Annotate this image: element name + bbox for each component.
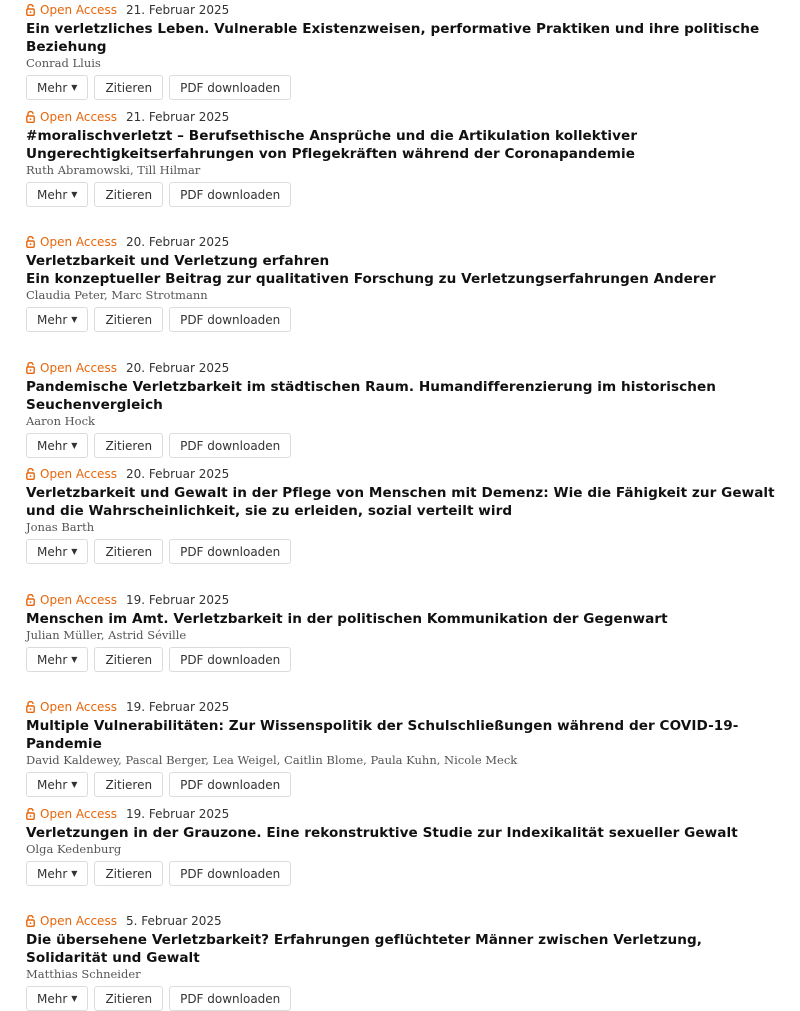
article-title[interactable]: Die übersehene Verletzbarkeit? Erfahrungen geflüchteter Männer zwischen Verletzung, Solidarität und Gewalt <box>26 932 703 966</box>
more-dropdown-button[interactable] <box>26 772 88 797</box>
article-actions <box>26 433 776 458</box>
more-label: Mehr <box>37 652 68 667</box>
open-access-label: Open Access <box>40 361 117 375</box>
article-authors: Olga Kedenburg <box>26 842 122 856</box>
pdf-download-button[interactable]: PDF downloaden <box>169 539 291 564</box>
article-item <box>26 807 776 886</box>
open-lock-icon <box>26 468 35 480</box>
article-authors: Jonas Barth <box>26 520 95 534</box>
more-dropdown-button[interactable] <box>26 986 88 1011</box>
article-actions <box>26 772 776 797</box>
article-item <box>26 700 776 797</box>
open-access-label: Open Access <box>40 3 117 17</box>
article-title[interactable]: Pandemische Verletzbarkeit im städtischen Raum. Humandifferenzierung im historischen Seuchenvergleich <box>26 379 716 413</box>
article-authors: Claudia Peter, Marc Strotmann <box>26 288 208 302</box>
more-dropdown-button[interactable] <box>26 307 88 332</box>
open-access-badge <box>26 361 117 375</box>
article-item <box>26 914 776 1011</box>
more-label: Mehr <box>37 80 68 95</box>
more-label: Mehr <box>37 544 68 559</box>
caret-down-icon: ▼ <box>71 994 78 1003</box>
more-dropdown-button[interactable] <box>26 182 88 207</box>
cite-button[interactable]: Zitieren <box>94 75 163 100</box>
publication-date: 20. Februar 2025 <box>125 467 230 481</box>
open-lock-icon <box>26 111 35 123</box>
article-actions <box>26 75 776 100</box>
open-access-badge <box>26 914 117 928</box>
open-access-label: Open Access <box>40 807 117 821</box>
article-authors: David Kaldewey, Pascal Berger, Lea Weigel, Caitlin Blome, Paula Kuhn, Nicole Meck <box>26 753 518 767</box>
open-lock-icon <box>26 808 35 820</box>
article-actions <box>26 986 776 1011</box>
article-title[interactable]: Verletzbarkeit und Verletzung erfahren Ein konzeptueller Beitrag zur qualitativen Forschung zu Verletzungserfahrungen Anderer <box>26 253 716 287</box>
more-label: Mehr <box>37 866 68 881</box>
article-title[interactable]: Menschen im Amt. Verletzbarkeit in der politischen Kommunikation der Gegenwart <box>26 611 668 627</box>
article-authors: Julian Müller, Astrid Séville <box>26 628 187 642</box>
article-item <box>26 235 776 332</box>
open-access-badge <box>26 235 117 249</box>
open-lock-icon <box>26 701 35 713</box>
open-access-badge <box>26 700 117 714</box>
article-authors: Aaron Hock <box>26 414 96 428</box>
article-authors: Ruth Abramowski, Till Hilmar <box>26 163 201 177</box>
pdf-download-button[interactable]: PDF downloaden <box>169 772 291 797</box>
more-label: Mehr <box>37 777 68 792</box>
article-meta <box>26 700 776 714</box>
publication-date: 20. Februar 2025 <box>125 235 230 249</box>
article-authors: Conrad Lluis <box>26 56 101 70</box>
caret-down-icon: ▼ <box>71 190 78 199</box>
article-item <box>26 361 776 458</box>
pdf-download-button[interactable]: PDF downloaden <box>169 861 291 886</box>
article-title[interactable]: #moralischverletzt – Berufsethische Ansprüche und die Artikulation kollektiver Ungerechtigkeitserfahrungen von Pflegekräften während der Coronapandemie <box>26 128 638 162</box>
open-lock-icon <box>26 362 35 374</box>
open-lock-icon <box>26 236 35 248</box>
article-meta <box>26 807 776 821</box>
pdf-download-button[interactable]: PDF downloaden <box>169 182 291 207</box>
caret-down-icon: ▼ <box>71 83 78 92</box>
pdf-download-button[interactable]: PDF downloaden <box>169 75 291 100</box>
more-label: Mehr <box>37 312 68 327</box>
article-actions <box>26 182 776 207</box>
article-actions <box>26 539 776 564</box>
pdf-download-button[interactable]: PDF downloaden <box>169 986 291 1011</box>
cite-button[interactable]: Zitieren <box>94 539 163 564</box>
open-access-label: Open Access <box>40 467 117 481</box>
article-meta <box>26 467 776 481</box>
article-meta <box>26 235 776 249</box>
more-dropdown-button[interactable] <box>26 433 88 458</box>
caret-down-icon: ▼ <box>71 547 78 556</box>
open-access-label: Open Access <box>40 700 117 714</box>
cite-button[interactable]: Zitieren <box>94 861 163 886</box>
publication-date: 19. Februar 2025 <box>125 807 230 821</box>
caret-down-icon: ▼ <box>71 655 78 664</box>
publication-date: 20. Februar 2025 <box>125 361 230 375</box>
article-title[interactable]: Verletzungen in der Grauzone. Eine rekonstruktive Studie zur Indexikalität sexueller Gewalt <box>26 825 738 841</box>
more-label: Mehr <box>37 438 68 453</box>
article-item <box>26 3 776 100</box>
article-actions <box>26 861 776 886</box>
article-meta <box>26 593 776 607</box>
pdf-download-button[interactable]: PDF downloaden <box>169 307 291 332</box>
open-lock-icon <box>26 594 35 606</box>
article-actions <box>26 307 776 332</box>
cite-button[interactable]: Zitieren <box>94 647 163 672</box>
article-authors: Matthias Schneider <box>26 967 141 981</box>
cite-button[interactable]: Zitieren <box>94 986 163 1011</box>
open-access-label: Open Access <box>40 593 117 607</box>
article-item <box>26 593 776 672</box>
cite-button[interactable]: Zitieren <box>94 182 163 207</box>
article-meta <box>26 914 776 928</box>
open-access-badge <box>26 807 117 821</box>
publication-date: 5. Februar 2025 <box>125 914 222 928</box>
open-lock-icon <box>26 4 35 16</box>
more-label: Mehr <box>37 991 68 1006</box>
pdf-download-button[interactable]: PDF downloaden <box>169 647 291 672</box>
pdf-download-button[interactable]: PDF downloaden <box>169 433 291 458</box>
open-access-badge <box>26 110 117 124</box>
open-access-badge <box>26 3 117 17</box>
open-access-label: Open Access <box>40 914 117 928</box>
article-actions <box>26 647 776 672</box>
cite-button[interactable]: Zitieren <box>94 433 163 458</box>
open-access-badge <box>26 593 117 607</box>
caret-down-icon: ▼ <box>71 315 78 324</box>
open-access-label: Open Access <box>40 110 117 124</box>
caret-down-icon: ▼ <box>71 869 78 878</box>
publication-date: 21. Februar 2025 <box>125 3 230 17</box>
more-label: Mehr <box>37 187 68 202</box>
more-dropdown-button[interactable] <box>26 647 88 672</box>
open-lock-icon <box>26 915 35 927</box>
publication-date: 19. Februar 2025 <box>125 593 230 607</box>
caret-down-icon: ▼ <box>71 780 78 789</box>
article-meta <box>26 361 776 375</box>
article-meta <box>26 110 776 124</box>
article-item <box>26 110 776 207</box>
publication-date: 21. Februar 2025 <box>125 110 230 124</box>
article-title[interactable]: Ein verletzliches Leben. Vulnerable Existenzweisen, performative Praktiken und ihre politische Beziehung <box>26 21 760 55</box>
article-item <box>26 467 776 564</box>
open-access-badge <box>26 467 117 481</box>
caret-down-icon: ▼ <box>71 441 78 450</box>
more-dropdown-button[interactable] <box>26 75 88 100</box>
article-meta <box>26 3 776 17</box>
more-dropdown-button[interactable] <box>26 861 88 886</box>
more-dropdown-button[interactable] <box>26 539 88 564</box>
open-access-label: Open Access <box>40 235 117 249</box>
publication-date: 19. Februar 2025 <box>125 700 230 714</box>
cite-button[interactable]: Zitieren <box>94 772 163 797</box>
article-title[interactable]: Multiple Vulnerabilitäten: Zur Wissenspolitik der Schulschließungen während der COVID-19-Pandemie <box>26 718 739 752</box>
cite-button[interactable]: Zitieren <box>94 307 163 332</box>
article-title[interactable]: Verletzbarkeit und Gewalt in der Pflege von Menschen mit Demenz: Wie die Fähigkeit zur Gewalt und die Wahrscheinlichkeit, sie zu erleiden, sozial verteilt wird <box>26 485 775 519</box>
